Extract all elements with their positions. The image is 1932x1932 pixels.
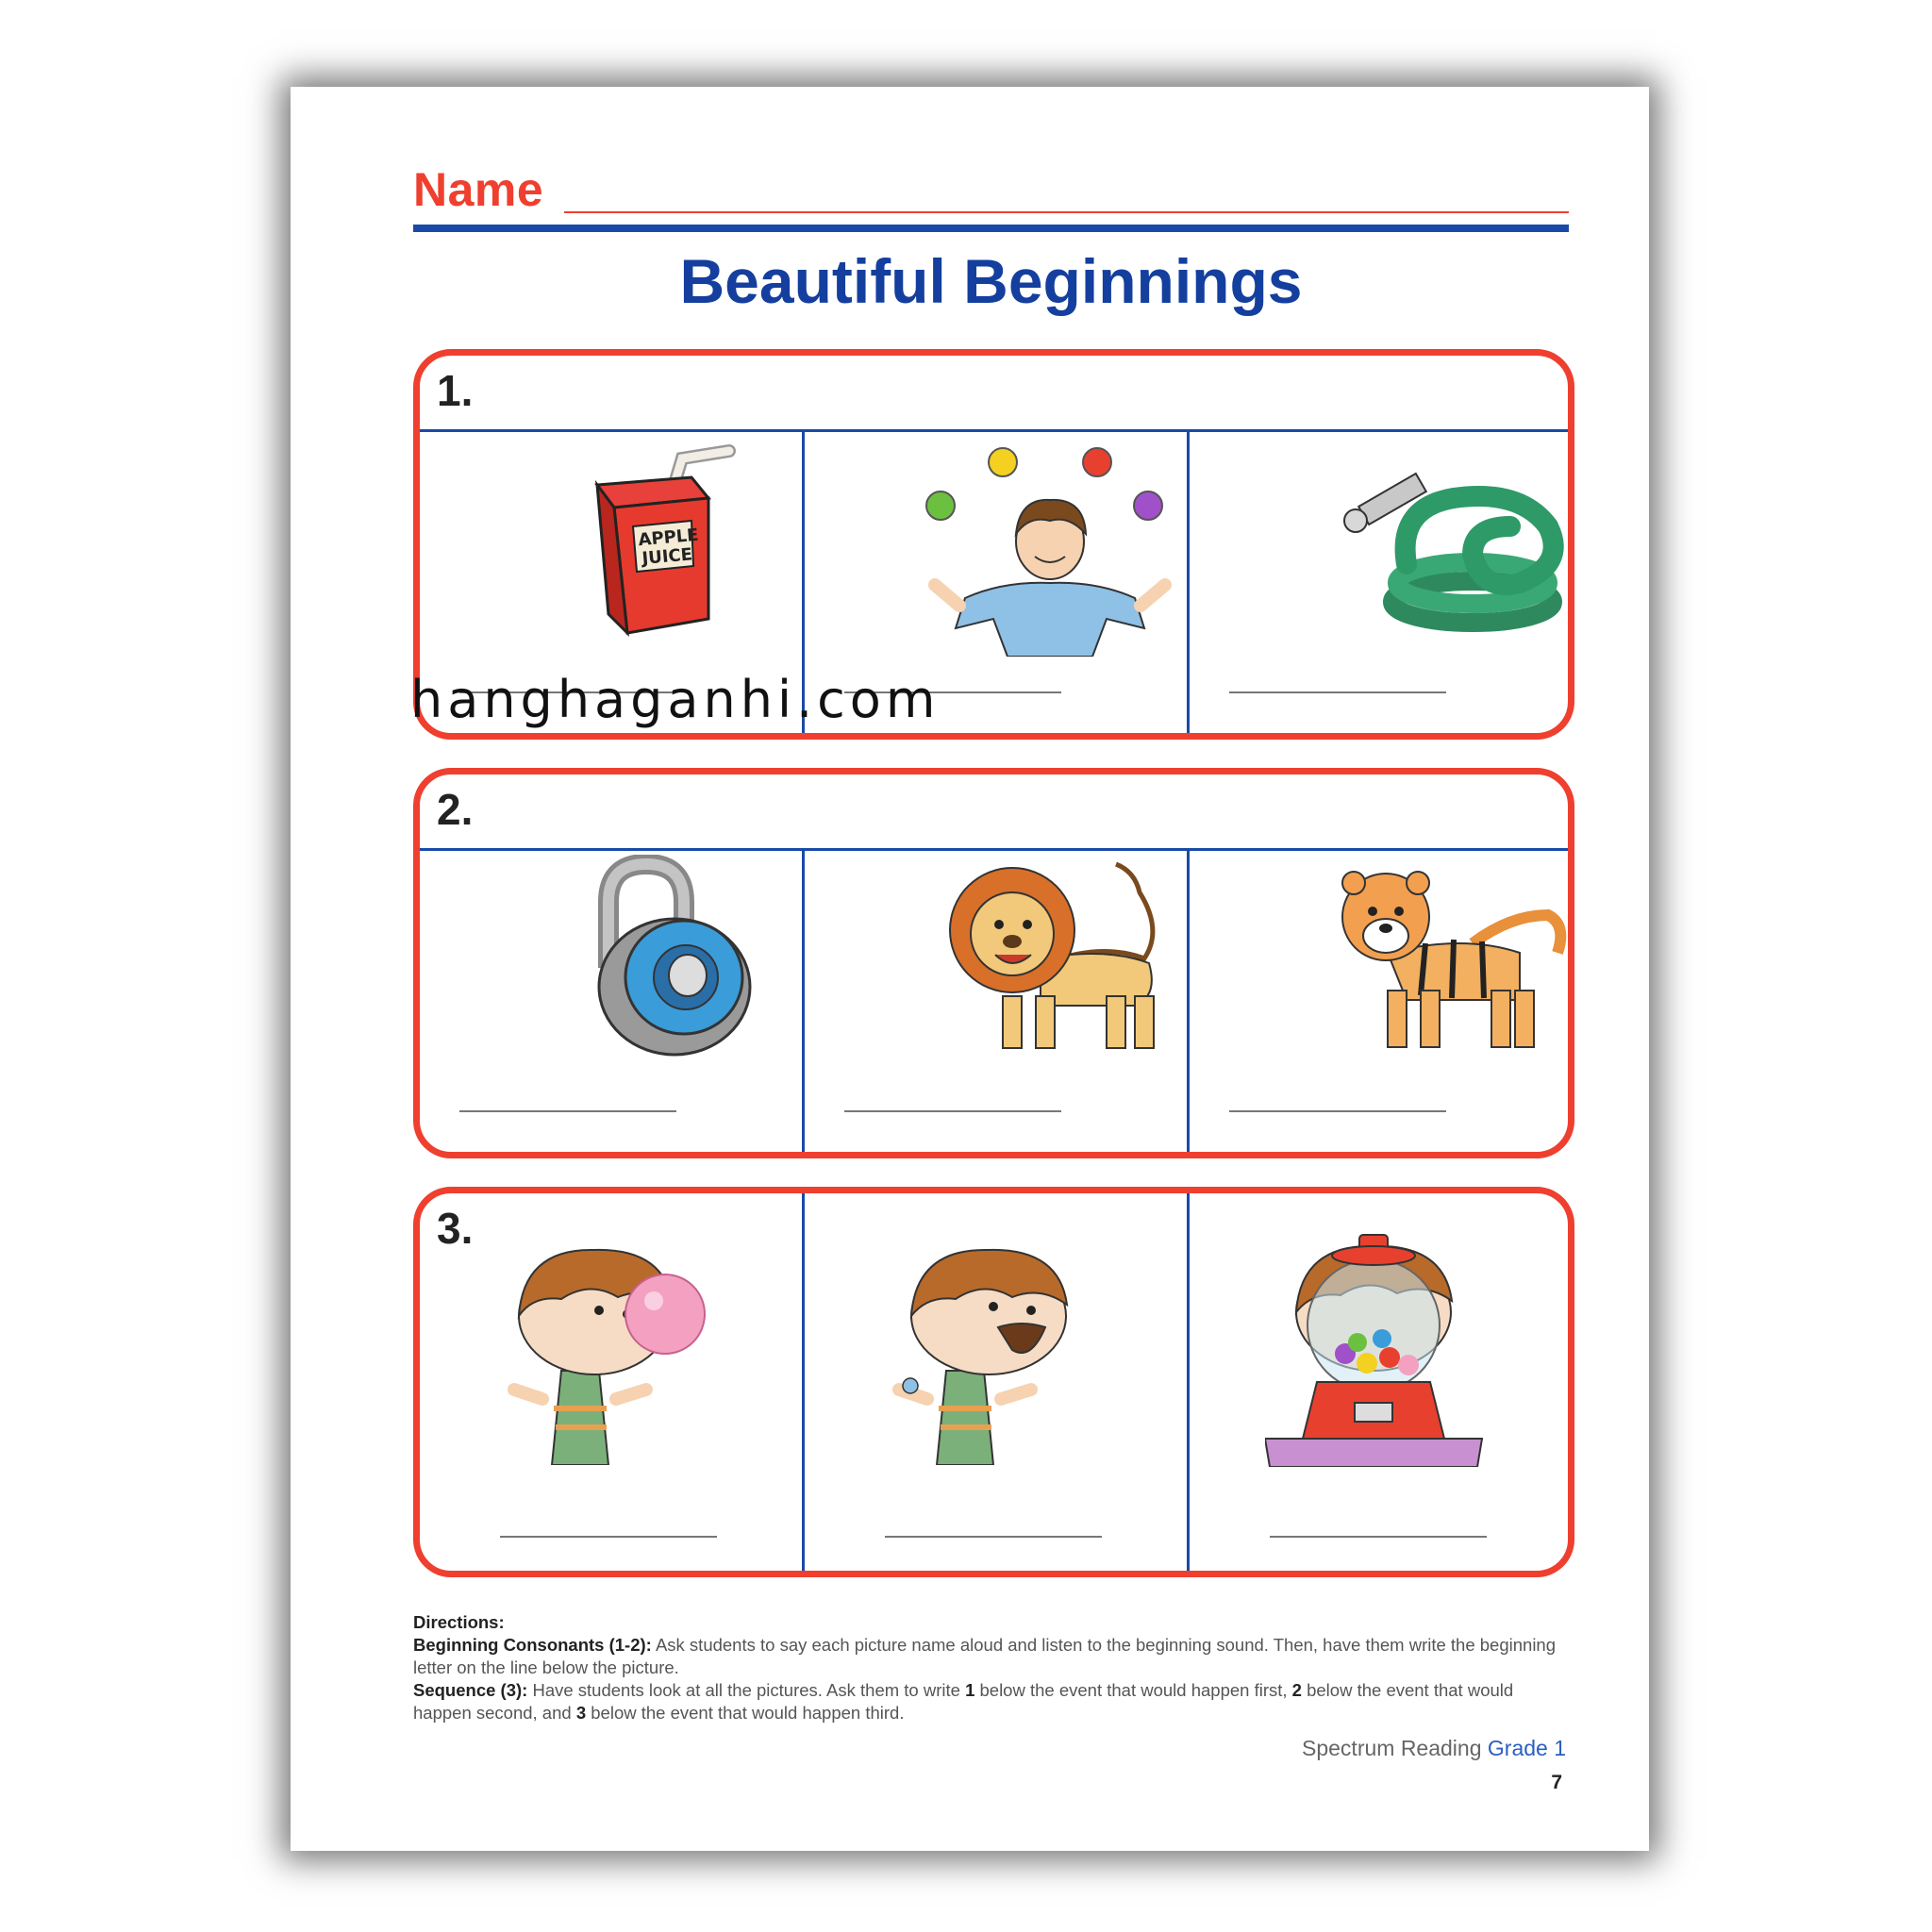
answer-line-2a[interactable] [459,1110,676,1112]
directions-p2-text-c: below the event that would happen second, and [413,1680,1514,1723]
answer-line-3b[interactable] [885,1536,1102,1538]
answer-line-2b[interactable] [844,1110,1061,1112]
hose-icon [1331,451,1567,640]
page-title: Beautiful Beginnings [679,246,1303,316]
picture-cell-gumball [1187,1193,1572,1571]
picture-cell-lion [802,851,1187,1152]
section-1-header [420,356,1568,432]
answer-line-1c[interactable] [1229,691,1446,693]
section-2-box [413,768,1574,1158]
picture-cell-tiger [1187,851,1572,1152]
directions-p1-text: Ask students to say each picture name aloud and listen to the beginning sound. Then, have them write the beginning letter on the line below the picture. [413,1635,1557,1677]
name-write-line[interactable] [564,211,1569,213]
directions-p2-text-a: Have students look at all the pictures. Ask them to write [527,1680,966,1700]
watermark-text: hanghaganhi.com [410,670,941,729]
directions-p2-text-d: below the event that would happen third. [586,1703,905,1723]
directions-block [413,1611,1574,1724]
juice-label-line2: JUICE [641,544,693,569]
picture-cell-gum [802,1193,1187,1571]
tiger-icon [1331,858,1567,1057]
juggler-icon [918,440,1191,657]
answer-line-3c[interactable] [1270,1536,1487,1538]
name-row [413,162,1569,228]
worksheet-page [291,87,1649,1851]
footer-grade: Grade 1 [1487,1736,1566,1760]
lock-icon [590,855,759,1062]
section-2-header [420,774,1568,851]
page-number: 7 [1551,1772,1562,1793]
section-2-number: 2. [437,785,474,834]
directions-p2-text-b: below the event that would happen first, [974,1680,1292,1700]
directions-p2-b1: 1 [965,1680,975,1700]
footer-brand-name: Spectrum Reading [1302,1736,1488,1760]
name-label: Name [413,163,544,216]
boy-bubble-icon [505,1229,722,1465]
picture-cell-lock [420,851,802,1152]
juice-label-line1: APPLE [637,525,700,551]
directions-p2-b3: 3 [575,1703,587,1723]
section-3-box [413,1187,1574,1577]
section-1-number: 1. [437,366,474,415]
directions-p2-bold: Sequence (3): [413,1680,528,1700]
juice-box-icon [588,440,776,638]
footer-brand [1302,1736,1566,1761]
section-3-number: 3. [437,1204,474,1253]
gumball-machine-icon [1265,1222,1491,1467]
directions-heading: Directions: [413,1612,505,1632]
directions-p1-bold: Beginning Consonants (1-2): [413,1635,652,1655]
picture-cell-bubble [420,1193,802,1571]
lion-icon [946,855,1173,1062]
boy-gum-icon [890,1229,1107,1465]
answer-line-2c[interactable] [1229,1110,1446,1112]
header-rule [413,225,1569,232]
answer-line-3a[interactable] [500,1536,717,1538]
directions-p2-b2: 2 [1291,1680,1302,1700]
picture-cell-hose [1187,432,1572,733]
